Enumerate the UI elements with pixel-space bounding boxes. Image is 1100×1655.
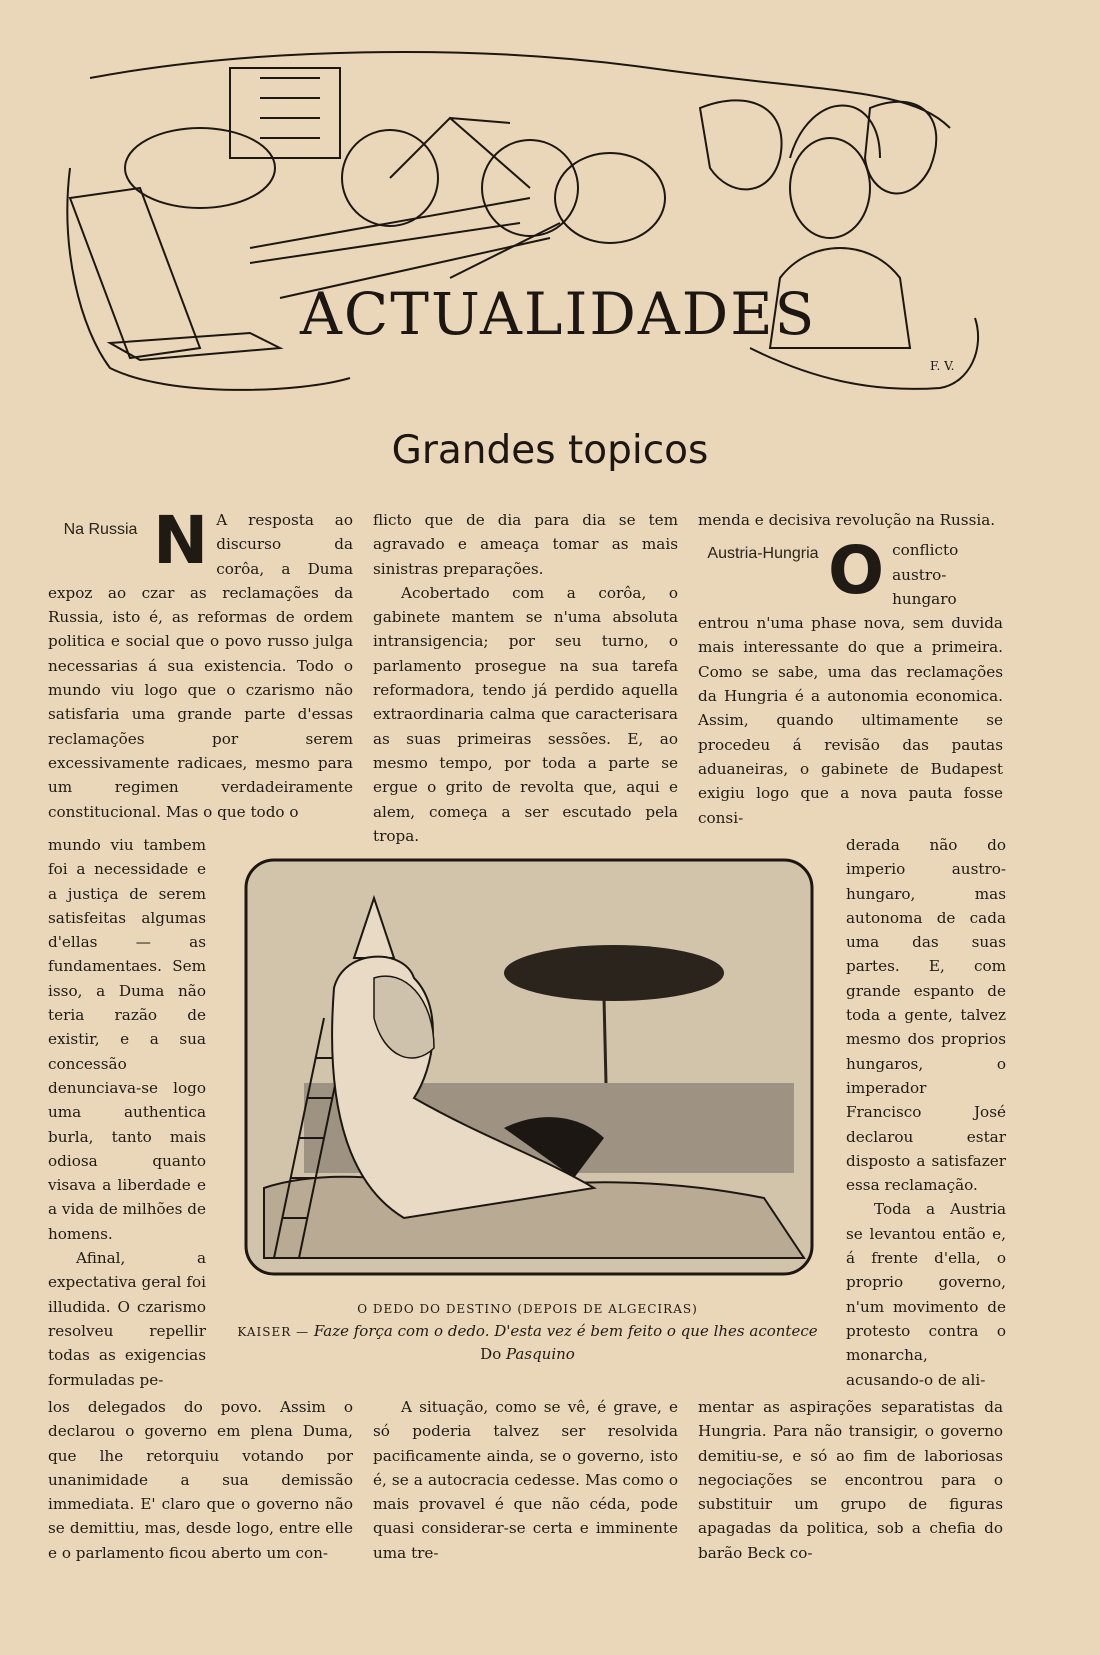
paragraph (48, 502, 353, 824)
paragraph: mentar as aspirações separatistas da Hungria. Para não transigir, o governo demitiu-se, e só ao fim de laboriosas negociações se encontrou para o substituir um grupo de figuras apagadas da politica, sob a chefia do barão Beck co- (698, 1398, 1003, 1562)
caption-title: O DEDO DO DESTINO (DEPOIS DE ALGECIRAS) (357, 1302, 698, 1316)
artist-signature: F. V. (930, 359, 955, 373)
paragraph: menda e decisiva revolução na Russia. (698, 511, 996, 529)
dropcap-n: N (153, 502, 209, 579)
cartoon-caption (215, 1298, 840, 1365)
column-1-top (48, 502, 353, 824)
caption-speaker: KAISER — (237, 1325, 310, 1339)
caption-quote: Faze força com o dedo. D'esta vez é bem feito o que lhes acontece (313, 1322, 818, 1340)
dropcap-o: O (828, 532, 885, 610)
caption-source-name: Pasquino (506, 1345, 575, 1363)
column-2-bottom (373, 1395, 678, 1565)
paragraph: mundo viu tambem foi a necessidade e a justiça de serem satisfeitas algumas d'ellas — as fundamentaes. Sem isso, a Duma não teria razão de existir, e a sua concessão denunciava-se logo uma authentica burla, tanto mais odiosa quanto visava a liberdade e a vida de milhões de homens. (48, 836, 206, 1243)
cartoon-illustration (244, 858, 814, 1276)
masthead-illustration (50, 48, 995, 413)
column-1-bottom (48, 1395, 353, 1565)
paragraph (698, 532, 1003, 830)
sidehead-austria: Austria-Hungria (707, 545, 819, 563)
paragraph: derada não do imperio austro-hungaro, mas autonoma de cada uma das suas partes. E, com grande espanto de toda a gente, talvez mesmo dos proprios hungaros, o imperador Francisco José declarou estar disposto a satisfazer essa reclamação. (846, 836, 1006, 1195)
column-3-wrap (846, 833, 1006, 1392)
paragraph: los delegados do povo. Assim o declarou o governo em plena Duma, que lhe retorquiu votando por unanimidade a sua demissão immediata. E' claro que o governo não se demittiu, mas, desde logo, entre elle e o parlamento ficou aberto um con- (48, 1398, 353, 1562)
caption-source-prefix: Do (480, 1345, 502, 1363)
article-austria-text: conflicto austro-hungaro entrou n'uma phase nova, sem duvida mais interessante do que a primeira. Como se sabe, uma das reclamações da Hungria é a autonomia economica. Assim, quando ultimamente se procedeu á revisão das pautas aduaneiras, o gabinete de Budapest exigiu logo que a nova pauta fosse consi- (698, 541, 1003, 827)
masthead-title: ACTUALIDADES (300, 280, 817, 348)
column-3-bottom (698, 1395, 1003, 1565)
section-title: Grandes topicos (391, 428, 709, 473)
column-3-top (698, 508, 1003, 830)
article-russia-text: A resposta ao discurso da corôa, a Duma expoz ao czar as reclamações da Russia, isto é, as reformas de ordem politica e social que o povo russo julga necessarias á sua existencia. Todo o mundo viu logo que o czarismo não satisfaria uma grande parte d'essas reclamações por serem excessivamente radicaes, mesmo para um regimen verdadeiramente constitucional. Mas o que todo o (48, 511, 353, 821)
paragraph: Acobertado com a corôa, o gabinete mantem se n'uma absoluta intransigencia; por seu turno, o parlamento prosegue na sua tarefa reformadora, tendo já perdido aquella extraordinaria calma que caracterisara as suas primeiras sessões. E, ao mesmo tempo, por toda a parte se ergue o grito de revolta que, aqui e alem, começa a ser escutado pela tropa. (373, 583, 678, 845)
paragraph: A situação, como se vê, é grave, e só poderia talvez ser resolvida pacificamente ainda, se o governo, isto é, se a autocracia cedesse. Mas como o mais provavel é que não céda, pode quasi considerar-se certa e imminente uma tre- (373, 1398, 678, 1562)
paragraph: Toda a Austria se levantou então e, á frente d'ella, o proprio governo, n'um movimento de protesto contra o monarcha, acusando-o de ali- (846, 1200, 1006, 1389)
sidehead-russia: Na Russia (63, 521, 138, 538)
paragraph: flicto que de dia para dia se tem agravado e ameaça tomar as mais sinistras preparações. (373, 511, 678, 578)
caption-source (215, 1343, 840, 1365)
column-2-top (373, 508, 678, 848)
caption-line (215, 1320, 840, 1343)
paragraph: Afinal, a expectativa geral foi illudida. O czarismo resolveu repellir todas as exigencias formuladas pe- (48, 1249, 206, 1389)
column-1-wrap (48, 833, 206, 1392)
